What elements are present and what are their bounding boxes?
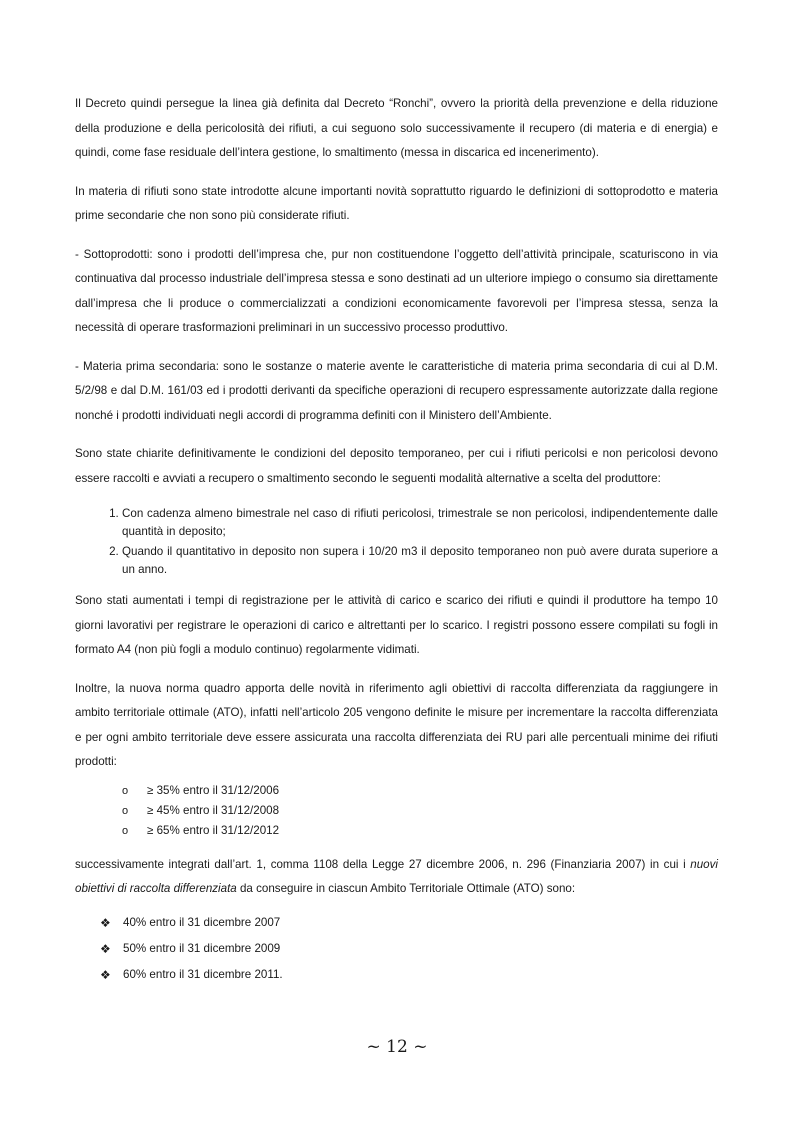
paragraph-sottoprodotti: - Sottoprodotti: sono i prodotti dell’impresa che, pur non costituendone l’oggetto dell’attività principale, scaturiscono in via continuativa dal processo industriale dell’impresa stessa e sono destinati ad un ulteriore impiego o consumo sia direttamente dall’impresa che li produce o commercializzati a condizioni economicamente favorevoli per l’impresa stessa, senza la necessità di operare trasformazioni preliminari in un successivo processo produttivo. [75, 247, 718, 334]
italic-text: nuovi obiettivi di raccolta differenziata [75, 857, 718, 895]
paragraph-deposito: Sono state chiarite definitivamente le condizioni del deposito temporaneo, per cui i rifiuti pericolsi e non pericolosi devono essere raccolti e avviati a recupero o smaltimento secondo le seguenti modalità alternative a scelta del produttore: [75, 447, 718, 485]
circle-bullet-icon: o [122, 804, 129, 817]
numbered-list [75, 505, 718, 579]
paragraph-norma-quadro: Inoltre, la nuova norma quadro apporta delle novità in riferimento agli obiettivi di raccolta differenziata da raggiungere in ambito territoriale ottimale (ATO), infatti nell’articolo 205 vengono definite le misure per incrementare la raccolta differenziata e per ogni ambito territoriale deve essere assicurata una raccolta differenziata dei RU pari alle percentuali minime dei rifiuti prodotti: [75, 681, 718, 768]
list-item [100, 936, 718, 962]
paragraph-text: da conseguire in ciascun Ambito Territoriale Ottimale (ATO) sono: [236, 882, 576, 895]
paragraph-text: successivamente integrati dall’art. 1, comma 1108 della Legge 27 dicembre 2006, n. 296 (Finanziaria 2007) in cui i [75, 857, 691, 871]
circle-bullet-list [75, 781, 718, 841]
list-item-text: ≥ 65% entro il 31/12/2012 [147, 823, 280, 837]
list-item-text: 50% entro il 31 dicembre 2009 [123, 941, 281, 955]
list-item-text: 60% entro il 31 dicembre 2011. [123, 967, 283, 981]
circle-bullet-icon: o [122, 784, 129, 797]
list-item-text: ≥ 45% entro il 31/12/2008 [147, 803, 280, 817]
diamond-bullet-icon: ❖ [100, 941, 111, 956]
page-content [75, 92, 718, 988]
paragraph-decreto: Il Decreto quindi persegue la linea già definita dal Decreto “Ronchi”, ovvero la priorità della prevenzione e della riduzione della produzione e della pericolosità dei rifiuti, a cui seguono solo successivamente il recupero (di materia e di energia) e quindi, come fase residuale dell’intera gestione, lo smaltimento (messa in discarica ed incenerimento). [75, 97, 718, 159]
paragraph-novita: In materia di rifiuti sono state introdotte alcune importanti novità soprattutto riguardo le definizioni di sottoprodotto e materia prime secondarie che non sono più considerate rifiuti. [75, 184, 718, 222]
diamond-bullet-icon: ❖ [100, 915, 111, 930]
page-number: ~ 12 ~ [366, 1037, 428, 1057]
list-item [122, 821, 718, 841]
paragraph-finanziaria [75, 853, 718, 902]
circle-bullet-icon: o [122, 824, 129, 837]
list-item: 1. Con cadenza almeno bimestrale nel caso di rifiuti pericolosi, trimestrale se non pericolosi, indipendentemente dalle quantità in deposito; [122, 505, 718, 541]
list-item-text: 40% entro il 31 dicembre 2007 [123, 915, 281, 929]
list-item [122, 801, 718, 821]
paragraph-materia-prima: - Materia prima secondaria: sono le sostanze o materie avente le caratteristiche di materia prima secondaria di cui al D.M. 5/2/98 e dal D.M. 161/03 ed i prodotti derivanti da specifiche operazioni di recupero espressamente autorizzate dalla regione nonché i prodotti individuati negli accordi di programma definiti con il Ministero dell’Ambiente. [75, 359, 718, 422]
list-item-text: ≥ 35% entro il 31/12/2006 [147, 783, 280, 797]
diamond-bullet-list [75, 910, 718, 988]
list-item [122, 781, 718, 801]
diamond-bullet-icon: ❖ [100, 967, 111, 982]
list-item [100, 910, 718, 936]
list-item: 2. Quando il quantitativo in deposito non supera i 10/20 m3 il deposito temporaneo non può avere durata superiore a un anno. [122, 543, 718, 579]
list-item [100, 962, 718, 988]
paragraph-registrazione: Sono stati aumentati i tempi di registrazione per le attività di carico e scarico dei rifiuti e quindi il produttore ha tempo 10 giorni lavorativi per registrare le operazioni di carico e altrettanti per lo scarico. I registri possono essere compilati su fogli in formato A4 (non più fogli a modulo continuo) regolarmente vidimati. [75, 594, 718, 656]
